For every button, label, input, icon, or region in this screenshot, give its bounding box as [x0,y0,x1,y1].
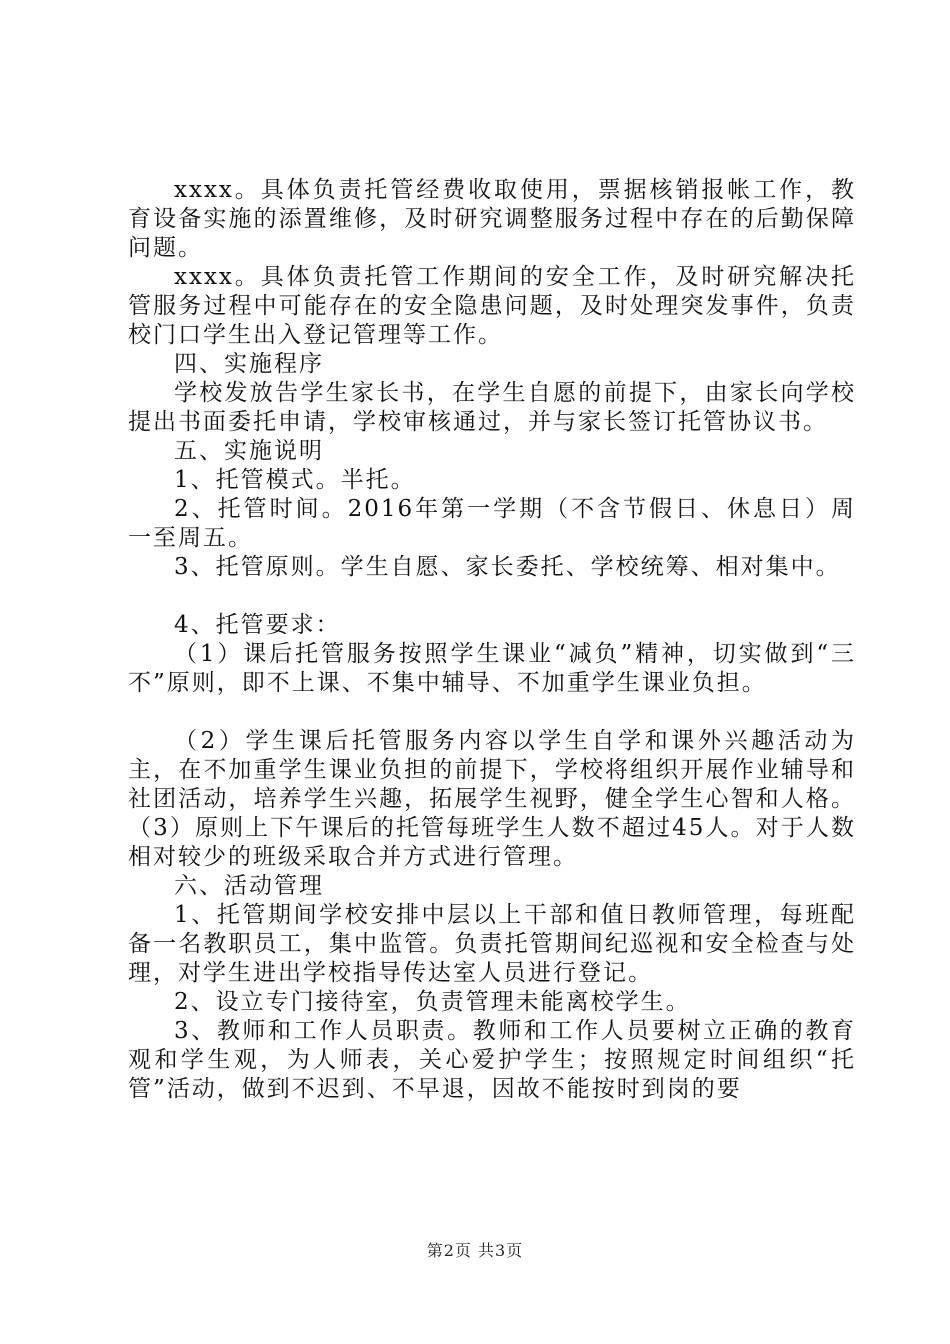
paragraph-procedure: 学校发放告学生家长书，在学生自愿的前提下，由家长向学校提出书面委托申请，学校审核通过，并与家长签订托管协议书。 [128,380,856,435]
management-item-1: 1、托管期间学校安排中层以上干部和值日教师管理，每班配备一名教职员工，集中监管。负责托管期间纪巡视和安全检查与处理，对学生进出学校指导传达室人员进行登记。 [128,902,856,986]
management-item-3: 3、教师和工作人员职责。教师和工作人员要树立正确的教育观和学生观，为人师表，关心爱护学生；按照规定时间组织“托管”活动，做到不迟到、不早退，因故不能按时到岗的要 [128,1018,856,1102]
requirement-item-1: （1）课后托管服务按照学生课业“减负”精神，切实做到“三不”原则，即不上课、不集中辅导、不加重学生课业负担。 [128,641,856,696]
list-item-principle: 3、托管原则。学生自愿、家长委托、学校统筹、相对集中。 [174,554,841,580]
section-heading-management: 六、活动管理 [174,873,324,899]
section-heading-explanation: 五、实施说明 [174,438,324,464]
list-item-mode: 1、托管模式。半托。 [174,467,416,493]
document-body [128,176,856,1104]
requirement-item-2-3: （2）学生课后托管服务内容以学生自学和课外兴趣活动为主，在不加重学生课业负担的前提下，学校将组织开展作业辅导和社团活动，培养学生兴趣，拓展学生视野，健全学生心智和人格。（3）原则上下午课后的托管每班学生人数不超过45人。对于人数相对较少的班级采取合并方式进行管理。 [128,728,856,870]
management-item-2: 2、设立专门接待室，负责管理未能离校学生。 [174,989,691,1015]
paragraph-safety-duty: xxxx。具体负责托管工作期间的安全工作，及时研究解决托管服务过程中可能存在的安全隐患问题，及时处理突发事件，负责校门口学生出入登记管理等工作。 [128,264,856,348]
paragraph-finance-duty: xxxx。具体负责托管经费收取使用，票据核销报帐工作，教育设备实施的添置维修，及时研究调整服务过程中存在的后勤保障问题。 [128,177,856,261]
list-item-time: 2、托管时间。2016年第一学期（不含节假日、休息日）周一至周五。 [128,496,856,551]
section-heading-procedure: 四、实施程序 [174,351,324,377]
list-item-requirements: 4、托管要求： [174,612,341,638]
page-number-footer: 第2页 共3页 [426,1241,524,1260]
